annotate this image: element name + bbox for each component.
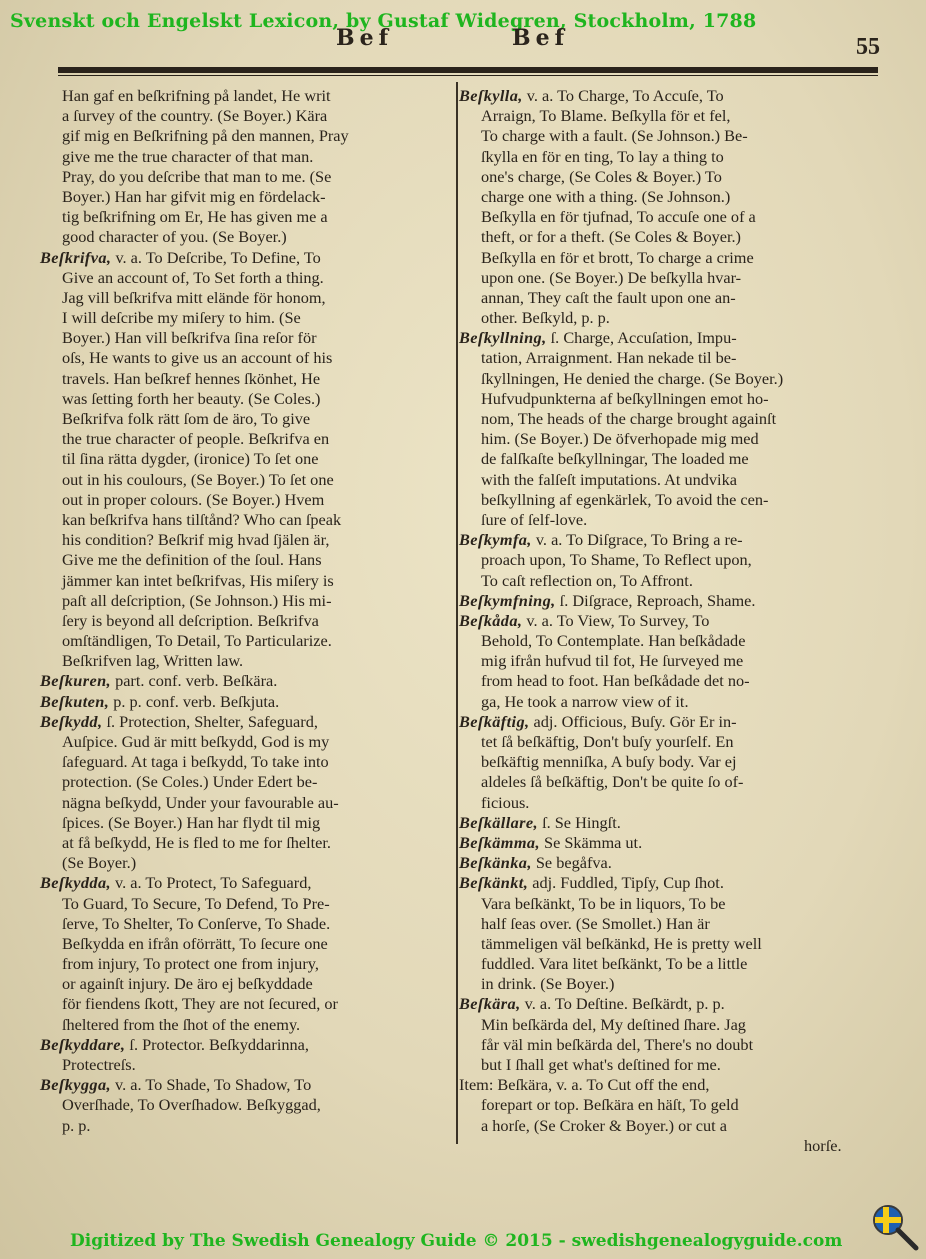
entry-line (459, 894, 879, 914)
entry-line (40, 712, 452, 732)
headword: Beſkänka, (459, 853, 532, 873)
entry-line (459, 651, 879, 671)
entry-line (40, 813, 452, 833)
column-divider (456, 82, 458, 1144)
entry-line (40, 571, 452, 591)
entry-text: ſkyllningen, He denied the charge. (Se Boyer.) (481, 368, 784, 388)
headword: Beſkänkt, (459, 873, 529, 893)
entry-text: beſkäftig menniſka, A buſy body. Var ej (481, 752, 737, 772)
headword: Beſkrifva, (40, 247, 112, 267)
entry-text: v. a. To Deſcribe, To Define, To (111, 247, 321, 267)
entry-text: protection. (Se Coles.) Under Edert be- (62, 772, 318, 792)
entry-line (459, 328, 879, 348)
entry-text: in drink. (Se Boyer.) (481, 974, 615, 994)
entry-text: one's charge, (Se Coles & Boyer.) To (481, 166, 722, 186)
entry-line (459, 1075, 879, 1095)
entry-line (459, 813, 879, 833)
entry-line (459, 187, 879, 207)
entry-line (459, 147, 879, 167)
entry-line (40, 449, 452, 469)
entry-line (459, 611, 879, 631)
entry-text: Boyer.) Han har gifvit mig en fördelack- (62, 186, 326, 206)
source-banner: Svenskt och Engelskt Lexicon, by Gustaf Widegren, Stockholm, 1788 (10, 10, 757, 32)
entry-text: Beſkydda en ifrån oförrätt, To ſecure one (62, 933, 328, 953)
entry-text: ſafeguard. At taga i beſkydd, To take into (62, 752, 329, 772)
entry-line (459, 1055, 879, 1075)
entry-text: paſt all deſcription, (Se Johnson.) His mi- (62, 590, 332, 610)
entry-line (459, 550, 879, 570)
entry-line (459, 671, 879, 691)
entry-text: horſe. (804, 1135, 842, 1155)
headword: Beſkämma, (459, 832, 540, 852)
entry-line (40, 328, 452, 348)
entry-text: at få beſkydd, He is fled to me for ſhelter. (62, 832, 332, 852)
entry-line (459, 712, 879, 732)
entry-text: Jag vill beſkrifva mitt elände för honom, (62, 287, 326, 307)
headword: Beſkymfa, (459, 530, 532, 550)
entry-text: p. p. conf. verb. Beſkjuta. (109, 691, 280, 711)
entry-text: ſ. Protector. Beſkyddarinna, (125, 1034, 309, 1054)
entry-text: annan, They caſt the fault upon one an- (481, 287, 736, 307)
entry-line (459, 449, 879, 469)
entry-text: half ſeas over. (Se Smollet.) Han är (481, 913, 710, 933)
entry-line (40, 1055, 452, 1075)
entry-line (40, 409, 452, 429)
entry-text: Auſpice. Gud är mitt beſkydd, God is my (62, 732, 330, 751)
entry-line (40, 248, 452, 268)
entry-text: ſ. Protection, Shelter, Safeguard, (102, 711, 318, 731)
entry-text: de falſkaſte beſkyllningar, The loaded me (481, 449, 749, 469)
headword: Beſkuten, (40, 691, 110, 711)
entry-line (40, 1075, 452, 1095)
running-head-right: Bef (512, 25, 570, 51)
headword: Beſkyllning, (459, 328, 547, 348)
entry-text: the true character of people. Beſkrifva en (62, 429, 330, 449)
entry-line (459, 873, 879, 893)
entry-text: from head to foot. Han beſkådade det no- (481, 671, 750, 691)
entry-line (459, 934, 879, 954)
entry-text: Pray, do you deſcribe that man to me. (Se (62, 166, 332, 186)
entry-text: tig beſkrifning om Er, He has given me a (62, 207, 328, 227)
entry-line (40, 954, 452, 974)
entry-line (459, 994, 879, 1014)
entry-line (459, 853, 879, 873)
entry-line (459, 732, 879, 752)
entry-text: p. p. (62, 1115, 91, 1135)
entry-line (40, 530, 452, 550)
entry-text: v. a. To Shade, To Shadow, To (110, 1075, 312, 1095)
headword: Beſkällare, (459, 812, 539, 832)
entry-line (40, 490, 452, 510)
entry-text: ſheltered from the ſhot of the enemy. (62, 1014, 301, 1034)
entry-line (40, 268, 452, 288)
entry-line (40, 732, 452, 752)
entry-text: aldeles ſå beſkäftig, Don't be quite ſo of- (481, 772, 744, 792)
entry-text: (Se Boyer.) (62, 853, 137, 873)
entry-text: Beſkrifva folk rätt ſom de äro, To give (62, 409, 311, 428)
entry-line (40, 974, 452, 994)
entry-text: omſtändligen, To Detail, To Particularize. (62, 631, 332, 651)
entry-line (40, 752, 452, 772)
headword: Beſkuren, (40, 671, 111, 691)
entry-line (40, 207, 452, 227)
entry-line (40, 994, 452, 1014)
entry-line (40, 651, 452, 671)
headword: Beſkydda, (40, 873, 111, 893)
entry-line (459, 530, 879, 550)
entry-line (40, 1015, 452, 1035)
header-rule-thin (58, 75, 878, 76)
running-head-left: Bef (336, 25, 394, 51)
entry-line (459, 954, 879, 974)
entry-line (40, 389, 452, 409)
entry-line (40, 167, 452, 187)
entry-line (40, 147, 452, 167)
entry-text: Behold, To Contemplate. Han beſkådade (481, 631, 746, 651)
entry-line (459, 308, 879, 328)
entry-line (40, 348, 452, 368)
entry-line (40, 611, 452, 631)
entry-line (40, 308, 452, 328)
entry-text: his condition? Beſkrif mig hvad ſjälen är, (62, 530, 330, 550)
right-column (459, 86, 879, 1156)
entry-text: v. a. To Charge, To Accuſe, To (522, 86, 724, 105)
entry-text: upon one. (Se Boyer.) De beſkylla hvar- (481, 267, 742, 287)
entry-text: fuddled. Vara litet beſkänkt, To be a little (481, 954, 748, 974)
entry-text: Han gaf en beſkrifning på landet, He writ (62, 86, 331, 105)
entry-text: tämmeligen väl beſkänkd, He is pretty well (481, 933, 762, 953)
entry-text: was ſetting forth her beauty. (Se Coles.) (62, 388, 321, 408)
entry-text: för fiendens ſkott, They are not ſecured, or (62, 994, 338, 1014)
entry-text: tet ſå beſkäftig, Don't buſy yourſelf. En (481, 732, 734, 751)
entry-text: Item: Beſkära, v. a. To Cut off the end, (459, 1075, 710, 1095)
entry-line (459, 772, 879, 792)
entry-line (459, 1035, 879, 1055)
entry-line (459, 1116, 879, 1136)
entry-line (40, 894, 452, 914)
entry-line (459, 207, 879, 227)
entry-text: ſ. Diſgrace, Reproach, Shame. (555, 590, 756, 610)
entry-line (459, 389, 879, 409)
headword: Beſkygga, (40, 1075, 111, 1095)
entry-line (459, 1015, 879, 1035)
entry-line (40, 288, 452, 308)
entry-line (40, 833, 452, 853)
entry-line (40, 934, 452, 954)
entry-text: Boyer.) Han vill beſkrifva ſina reſor för (62, 328, 317, 348)
entry-text: mig ifrån hufvud til fot, He ſurveyed me (481, 651, 744, 671)
digitized-credit: Digitized by The Swedish Genealogy Guide © 2015 - swedishgenealogyguide.com (70, 1231, 843, 1251)
entry-line (459, 490, 879, 510)
entry-text: Hufvudpunkterna af beſkyllningen emot ho- (481, 388, 769, 408)
entry-text: proach upon, To Shame, To Reflect upon, (481, 550, 752, 570)
entry-line (40, 631, 452, 651)
entry-text: theft, or for a theft. (Se Coles & Boyer.) (481, 227, 741, 247)
entry-line (459, 288, 879, 308)
entry-line (459, 833, 879, 853)
entry-text: v. a. To Protect, To Safeguard, (110, 873, 312, 893)
entry-line (40, 591, 452, 611)
entry-text: tation, Arraignment. Han nekade til be- (481, 348, 737, 368)
entry-line (40, 550, 452, 570)
entry-line (459, 429, 879, 449)
entry-text: good character of you. (Se Boyer.) (62, 227, 287, 247)
entry-text: ficious. (481, 792, 530, 812)
entry-line (459, 86, 879, 106)
entry-line (459, 510, 879, 530)
entry-text: Protectreſs. (62, 1055, 136, 1074)
entry-text: part. conf. verb. Beſkära. (111, 671, 278, 691)
headword: Beſkydd, (40, 711, 103, 731)
entry-text: To caſt reflection on, To Affront. (481, 570, 693, 590)
entry-line (459, 571, 879, 591)
entry-text: To charge with a fault. (Se Johnson.) Be- (481, 126, 748, 146)
entry-text: I will deſcribe my miſery to him. (Se (62, 308, 301, 328)
entry-text: Vara beſkänkt, To be in liquors, To be (481, 893, 726, 913)
entry-line (40, 187, 452, 207)
entry-line (459, 409, 879, 429)
entry-line (459, 1136, 879, 1156)
entry-line (459, 248, 879, 268)
entry-line (40, 510, 452, 530)
headword: Beſkymfning, (459, 590, 556, 610)
entry-text: Min beſkärda del, My deſtined ſhare. Jag (481, 1014, 746, 1034)
headword: Beſkåda, (459, 610, 523, 630)
headword: Beſkäftig, (459, 711, 530, 731)
entry-text: other. Beſkyld, p. p. (481, 308, 610, 328)
entry-text: ſpices. (Se Boyer.) Han har flydt til mig (62, 812, 321, 832)
entry-line (459, 631, 879, 651)
header-rule (58, 67, 878, 73)
entry-line (40, 106, 452, 126)
entry-line (40, 692, 452, 712)
entry-line (40, 470, 452, 490)
entry-text: a horſe, (Se Croker & Boyer.) or cut a (481, 1115, 727, 1135)
entry-line (459, 126, 879, 146)
headword: Beſkyddare, (40, 1034, 126, 1054)
entry-line (40, 1035, 452, 1055)
entry-text: Se begåfva. (531, 853, 612, 873)
entry-line (459, 106, 879, 126)
entry-line (459, 1095, 879, 1115)
entry-line (40, 1095, 452, 1115)
entry-text: kan beſkrifva hans tilſtånd? Who can ſpeak (62, 509, 342, 529)
entry-text: Beſkylla en för et brott, To charge a crime (481, 247, 754, 267)
page-number: 55 (856, 34, 880, 60)
entry-text: adj. Officious, Buſy. Gör Er in- (529, 711, 737, 731)
entry-line (459, 591, 879, 611)
entry-text: jämmer kan intet beſkrifvas, His miſery is (62, 570, 334, 590)
entry-line (459, 974, 879, 994)
entry-line (459, 692, 879, 712)
entry-text: ſ. Se Hingſt. (538, 812, 621, 832)
entry-text: Overſhade, To Overſhadow. Beſkyggad, (62, 1095, 321, 1115)
entry-text: Give an account of, To Set forth a thing. (62, 267, 324, 287)
entry-line (40, 873, 452, 893)
entry-line (459, 793, 879, 813)
swedish-flag-magnifier-icon (872, 1204, 922, 1254)
entry-text: Arraign, To Blame. Beſkylla för et fel, (481, 106, 731, 126)
entry-text: ſery is beyond all deſcription. Beſkrifva (62, 610, 319, 630)
entry-text: ſure of ſelf-love. (481, 509, 588, 529)
entry-text: him. (Se Boyer.) De öfverhopade mig med (481, 429, 759, 449)
entry-text: To Guard, To Secure, To Defend, To Pre- (62, 893, 330, 913)
entry-line (459, 752, 879, 772)
entry-text: v. a. To Diſgrace, To Bring a re- (531, 530, 743, 550)
entry-line (40, 853, 452, 873)
entry-line (40, 914, 452, 934)
entry-text: v. a. To View, To Survey, To (522, 610, 710, 630)
entry-text: with the falſeſt imputations. At undvika (481, 469, 737, 489)
entry-text: Se Skämma ut. (539, 832, 643, 852)
entry-text: adj. Fuddled, Tipſy, Cup ſhot. (528, 873, 724, 893)
headword: Beſkylla, (459, 86, 523, 105)
entry-text: ſ. Charge, Accuſation, Impu- (546, 328, 737, 348)
entry-text: Beſkrifven lag, Written law. (62, 651, 244, 671)
entry-line (40, 86, 452, 106)
entry-text: or againſt injury. De äro ej beſkyddade (62, 974, 313, 994)
entry-text: forepart or top. Beſkära en häſt, To geld (481, 1095, 739, 1115)
entry-line (459, 167, 879, 187)
left-column (40, 86, 452, 1136)
entry-text: oſs, He wants to give us an account of his (62, 348, 333, 368)
entry-line (459, 369, 879, 389)
entry-text: Beſkylla en för tjufnad, To accuſe one of a (481, 207, 756, 227)
entry-text: ga, He took a narrow view of it. (481, 691, 689, 711)
headword: Beſkära, (459, 994, 521, 1014)
entry-text: charge one with a thing. (Se Johnson.) (481, 186, 731, 206)
entry-text: nägna beſkydd, Under your favourable au- (62, 792, 339, 812)
entry-line (459, 268, 879, 288)
entry-text: ſerve, To Shelter, To Conſerve, To Shade. (62, 913, 331, 933)
entry-text: nom, The heads of the charge brought againſt (481, 409, 777, 428)
entry-text: v. a. To Deſtine. Beſkärdt, p. p. (520, 994, 725, 1014)
entry-text: but I ſhall get what's deſtined for me. (481, 1055, 721, 1074)
entry-line (459, 914, 879, 934)
entry-text: ſkylla en för en ting, To lay a thing to (481, 146, 724, 166)
entry-line (40, 1116, 452, 1136)
entry-text: a ſurvey of the country. (Se Boyer.) Kära (62, 106, 328, 126)
entry-line (459, 348, 879, 368)
entry-line (40, 793, 452, 813)
entry-text: beſkyllning af egenkärlek, To avoid the cen- (481, 489, 769, 509)
entry-line (459, 470, 879, 490)
entry-text: Give me the definition of the ſoul. Hans (62, 550, 322, 570)
entry-text: til ſina rätta dygder, (ironice) To ſet one (62, 449, 319, 469)
entry-text: out in his coulours, (Se Boyer.) To ſet one (62, 469, 334, 489)
entry-text: give me the true character of that man. (62, 146, 314, 166)
entry-line (40, 227, 452, 247)
entry-text: from injury, To protect one from injury, (62, 954, 319, 974)
entry-line (40, 369, 452, 389)
entry-text: får väl min beſkärda del, There's no doubt (481, 1034, 754, 1054)
entry-line (40, 671, 452, 691)
entry-line (40, 772, 452, 792)
entry-text: gif mig en Beſkrifning på den mannen, Pray (62, 126, 349, 146)
entry-line (459, 227, 879, 247)
entry-line (40, 126, 452, 146)
entry-text: out in proper colours. (Se Boyer.) Hvem (62, 489, 325, 509)
entry-text: travels. Han beſkref hennes ſkönhet, He (62, 368, 321, 388)
entry-line (40, 429, 452, 449)
